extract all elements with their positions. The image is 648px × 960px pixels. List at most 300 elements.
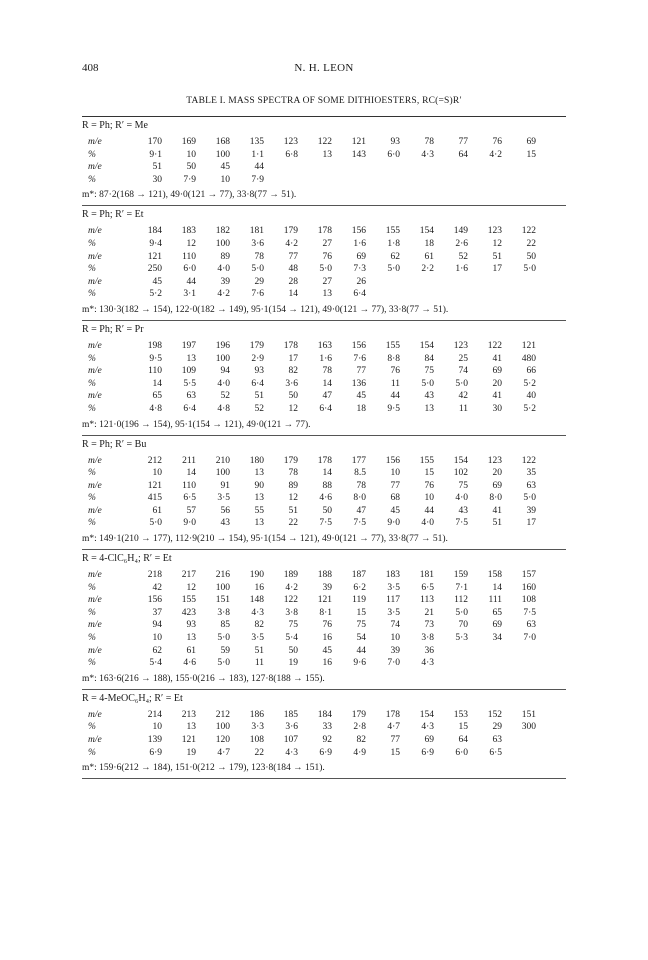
table-cell: 6·2 <box>353 582 366 593</box>
table-cell: 13 <box>186 633 196 644</box>
table-cell: 181 <box>419 570 434 581</box>
row-label: m/e <box>88 340 102 351</box>
table-cell: 50 <box>288 391 298 402</box>
table-cell: 123 <box>487 455 502 466</box>
table-cell: 47 <box>322 391 332 402</box>
table-cell: 50 <box>322 505 332 516</box>
table-cell: 39 <box>526 505 536 516</box>
table-row <box>88 225 536 238</box>
table-cell <box>400 161 434 174</box>
metastable-ions: m*: 87·2(168 → 121), 49·0(121 → 77), 33·8(77 → 51). <box>82 190 297 201</box>
table-cell: 44 <box>424 505 434 516</box>
table-cell: 19 <box>186 747 196 758</box>
table-cell: 6·8 <box>285 149 298 160</box>
row-label: m/e <box>88 137 102 147</box>
table-cell: 7·0 <box>387 658 400 669</box>
table-cell: 74 <box>458 366 468 377</box>
table-cell: 3·5 <box>217 493 230 504</box>
table-cell: 10 <box>390 633 400 644</box>
row-label: % <box>88 238 96 249</box>
table-cell: 20 <box>492 378 502 389</box>
table-cell: 198 <box>147 340 162 351</box>
table-cell: 185 <box>283 709 298 720</box>
table-cell: 154 <box>419 226 434 237</box>
row-label: m/e <box>88 480 102 491</box>
table-cell: 52 <box>254 403 264 414</box>
table-cell: 68 <box>390 493 400 504</box>
table-cell: 5·4 <box>285 633 298 644</box>
table-cell: 5·2 <box>523 378 536 389</box>
table-cell: 5·0 <box>523 264 536 275</box>
table-row <box>88 632 536 645</box>
table-cell: 90 <box>254 480 264 491</box>
row-label: m/e <box>88 455 102 466</box>
table-cell: 57 <box>186 505 196 516</box>
table-cell <box>502 174 536 187</box>
table-cell: 143 <box>351 149 366 160</box>
table-cell: 16 <box>254 582 264 593</box>
table-cell: 187 <box>351 570 366 581</box>
table-cell <box>502 734 536 747</box>
table-cell: 21 <box>424 607 434 618</box>
table-cell: 4·7 <box>387 722 400 733</box>
table-cell: 45 <box>390 505 400 516</box>
table-cell: 12 <box>288 493 298 504</box>
table-cell: 45 <box>220 162 230 173</box>
table-cell: 27 <box>322 238 332 249</box>
table-cell: 54 <box>356 633 366 644</box>
table-cell: 44 <box>254 162 264 173</box>
table-cell: 82 <box>356 735 366 745</box>
table-cell: 77 <box>356 366 366 377</box>
table-cell: 8·0 <box>489 493 502 504</box>
table-cell: 122 <box>317 137 332 147</box>
table-row <box>88 455 536 468</box>
table-cell: 110 <box>182 480 196 491</box>
table-cell: 2·9 <box>251 353 264 364</box>
table-cell: 121 <box>147 251 162 262</box>
table-cell: 13 <box>322 149 332 160</box>
table-cell: 19 <box>288 658 298 669</box>
row-label: % <box>88 722 96 733</box>
table-cell: 9·4 <box>149 238 162 249</box>
table-row <box>88 263 536 276</box>
table-cell: 210 <box>215 455 230 466</box>
table-row <box>88 492 536 505</box>
table-cell: 178 <box>317 455 332 466</box>
table-cell: 30 <box>492 403 502 414</box>
table-row <box>88 594 536 607</box>
table-section <box>82 117 566 206</box>
table-cell: 16 <box>322 658 332 669</box>
table-cell: 64 <box>458 735 468 745</box>
table-cell: 5·0 <box>149 518 162 529</box>
table-cell <box>298 174 332 187</box>
table-cell: 153 <box>453 709 468 720</box>
table-cell: 15 <box>458 722 468 733</box>
table-cell: 69 <box>424 735 434 745</box>
table-cell: 78 <box>322 366 332 377</box>
table-cell <box>468 657 502 670</box>
table-cell: 13 <box>254 518 264 529</box>
table-cell: 4·9 <box>353 747 366 758</box>
table-cell: 10 <box>424 493 434 504</box>
table-cell: 27 <box>322 276 332 287</box>
table-cell: 14 <box>322 468 332 479</box>
row-label: % <box>88 493 96 504</box>
table-cell: 6·9 <box>421 747 434 758</box>
table-row <box>88 517 536 530</box>
table-cell: 155 <box>419 455 434 466</box>
table-cell: 15 <box>526 149 536 160</box>
table-cell: 3·8 <box>285 607 298 618</box>
section-title: R = Ph; R′ = Me <box>82 120 148 131</box>
table-cell <box>400 174 434 187</box>
table-cell: 37 <box>152 607 162 618</box>
table-cell: 69 <box>356 251 366 262</box>
table-cell: 39 <box>220 276 230 287</box>
table-cell: 93 <box>254 366 264 377</box>
table-cell: 30 <box>152 174 162 185</box>
table-cell: 63 <box>186 391 196 402</box>
table-cell: 154 <box>419 340 434 351</box>
table-cell: 121 <box>351 137 366 147</box>
table-cell: 7·5 <box>455 518 468 529</box>
table-cell: 78 <box>288 468 298 479</box>
table-cell: 7·9 <box>183 174 196 185</box>
table-cell: 42 <box>152 582 162 593</box>
table-cell: 63 <box>526 620 536 631</box>
table-cell: 65 <box>492 607 502 618</box>
table-cell: 123 <box>487 226 502 237</box>
table-cell: 11 <box>390 378 400 389</box>
table-cell: 100 <box>215 149 230 160</box>
table-cell: 155 <box>181 595 196 606</box>
table-cell: 50 <box>186 162 196 173</box>
spectrum-table <box>88 455 536 531</box>
table-row <box>88 353 536 366</box>
table-cell: 77 <box>288 251 298 262</box>
table-row <box>88 378 536 391</box>
table-cell <box>434 288 468 301</box>
table-cell: 151 <box>215 595 230 606</box>
table-cell: 157 <box>521 570 536 581</box>
spectrum-table <box>88 340 536 416</box>
table-cell: 6·0 <box>455 747 468 758</box>
table-cell: 14 <box>152 378 162 389</box>
table-cell: 84 <box>424 353 434 364</box>
table-cell: 480 <box>521 353 536 364</box>
table-cell: 178 <box>283 340 298 351</box>
table-cell: 4·3 <box>421 149 434 160</box>
table-cell: 135 <box>249 137 264 147</box>
table-cell <box>366 174 400 187</box>
table-cell: 5·2 <box>523 403 536 414</box>
table-cell: 14 <box>288 289 298 300</box>
table-cell: 1·6 <box>353 238 366 249</box>
table-row <box>88 721 536 734</box>
table-cell: 48 <box>288 264 298 275</box>
table-cell: 63 <box>526 480 536 491</box>
table-cell: 92 <box>322 735 332 745</box>
table-cell: 10 <box>220 174 230 185</box>
row-label: m/e <box>88 570 102 581</box>
table-cell: 7·0 <box>523 633 536 644</box>
table-cell: 12 <box>186 582 196 593</box>
table-cell: 91 <box>220 480 230 491</box>
table-cell: 113 <box>420 595 434 606</box>
table-cell: 108 <box>521 595 536 606</box>
table-cell: 102 <box>453 468 468 479</box>
table-cell: 186 <box>249 709 264 720</box>
metastable-ions: m*: 121·0(196 → 154), 95·1(154 → 121), 49·0(121 → 77). <box>82 419 311 430</box>
row-label: % <box>88 582 96 593</box>
table-cell: 156 <box>351 340 366 351</box>
table-cell: 179 <box>283 455 298 466</box>
table-cell: 14 <box>492 582 502 593</box>
table-cell: 13 <box>254 493 264 504</box>
table-cell: 12 <box>288 403 298 414</box>
spectrum-table <box>88 136 536 186</box>
table-cell: 76 <box>322 251 332 262</box>
section-title: R = Ph; R′ = Bu <box>82 438 147 450</box>
table-cell: 45 <box>356 391 366 402</box>
table-cell: 82 <box>254 620 264 631</box>
table-cell: 3·6 <box>285 378 298 389</box>
table-cell: 39 <box>390 645 400 656</box>
table-cell: 119 <box>352 595 366 606</box>
table-cell: 5·0 <box>217 658 230 669</box>
table-cell: 64 <box>458 149 468 160</box>
table-cell: 3·5 <box>387 582 400 593</box>
table-cell: 6·0 <box>183 264 196 275</box>
table-cell: 47 <box>356 505 366 516</box>
table-cell <box>502 657 536 670</box>
table-sections <box>82 117 566 779</box>
table-cell: 7·6 <box>353 353 366 364</box>
table-cell: 120 <box>215 735 230 745</box>
table-cell: 44 <box>186 276 196 287</box>
table-cell: 76 <box>424 480 434 491</box>
table-cell: 100 <box>215 353 230 364</box>
table-row <box>88 276 536 289</box>
table-cell: 94 <box>220 366 230 377</box>
row-label: % <box>88 403 96 414</box>
table-cell: 8·0 <box>353 493 366 504</box>
table-row <box>88 403 536 416</box>
table-cell: 156 <box>147 595 162 606</box>
row-label: m/e <box>88 620 102 631</box>
table-cell: 13 <box>322 289 332 300</box>
table-cell: 62 <box>390 251 400 262</box>
table-cell: 6·4 <box>251 378 264 389</box>
table-cell: 9·0 <box>183 518 196 529</box>
table-cell: 78 <box>356 480 366 491</box>
row-label: % <box>88 174 96 185</box>
table-cell: 5·0 <box>455 607 468 618</box>
table-cell <box>502 161 536 174</box>
table-cell <box>264 161 298 174</box>
table-section <box>82 321 566 436</box>
table-cell: 156 <box>385 455 400 466</box>
table-cell: 10 <box>390 468 400 479</box>
table-cell: 35 <box>526 468 536 479</box>
table-cell: 76 <box>492 137 502 147</box>
table-cell: 51 <box>492 518 502 529</box>
table-cell: 300 <box>521 722 536 733</box>
table-cell: 121 <box>147 480 162 491</box>
table-cell: 15 <box>390 747 400 758</box>
table-cell: 9·0 <box>387 518 400 529</box>
table-cell: 160 <box>521 582 536 593</box>
table-cell <box>502 645 536 658</box>
table-cell <box>502 288 536 301</box>
table-row <box>88 365 536 378</box>
table-cell: 3·5 <box>251 633 264 644</box>
table-cell: 148 <box>249 595 264 606</box>
table-cell: 8.5 <box>354 468 366 479</box>
table-cell <box>468 161 502 174</box>
table-cell <box>366 161 400 174</box>
table-cell: 56 <box>220 505 230 516</box>
table-cell: 51 <box>492 251 502 262</box>
table-cell: 9·5 <box>149 353 162 364</box>
table-cell: 17 <box>288 353 298 364</box>
table-cell: 85 <box>220 620 230 631</box>
table-cell: 217 <box>181 570 196 581</box>
section-rule <box>82 778 566 779</box>
row-label: % <box>88 607 96 618</box>
table-cell: 88 <box>322 480 332 491</box>
table-cell: 10 <box>152 722 162 733</box>
table-cell: 108 <box>249 735 264 745</box>
table-cell: 154 <box>453 455 468 466</box>
table-cell: 4·0 <box>455 493 468 504</box>
table-cell <box>468 174 502 187</box>
table-cell: 4·7 <box>217 747 230 758</box>
row-label: m/e <box>88 505 102 516</box>
table-cell: 75 <box>356 620 366 631</box>
table-cell: 183 <box>181 226 196 237</box>
table-cell: 179 <box>249 340 264 351</box>
table-cell: 5·0 <box>217 633 230 644</box>
table-row <box>88 136 536 149</box>
metastable-ions: m*: 130·3(182 → 154), 122·0(182 → 149), 95·1(154 → 121), 49·0(121 → 77), 33·8(77 → 51). <box>82 304 449 315</box>
page-number: 408 <box>82 62 99 74</box>
table-cell: 59 <box>220 645 230 656</box>
table-cell: 39 <box>322 582 332 593</box>
table-cell: 184 <box>147 226 162 237</box>
table-cell: 136 <box>351 378 366 389</box>
row-label: % <box>88 658 96 669</box>
table-cell: 1·6 <box>319 353 332 364</box>
table-cell: 117 <box>386 595 400 606</box>
table-cell: 151 <box>521 709 536 720</box>
table-section <box>82 206 566 321</box>
table-cell: 13 <box>254 468 264 479</box>
mass-spectra-table <box>82 116 566 779</box>
table-cell: 5·4 <box>149 658 162 669</box>
table-cell <box>366 288 400 301</box>
table-cell: 7·3 <box>353 264 366 275</box>
table-cell: 112 <box>454 595 468 606</box>
table-cell: 155 <box>385 340 400 351</box>
spectrum-table <box>88 225 536 301</box>
table-section <box>82 690 566 779</box>
table-cell <box>434 657 468 670</box>
table-cell: 111 <box>488 595 502 606</box>
table-cell: 4·8 <box>149 403 162 414</box>
table-cell: 100 <box>215 722 230 733</box>
table-cell: 70 <box>458 620 468 631</box>
table-cell: 20 <box>492 468 502 479</box>
row-label: m/e <box>88 276 102 287</box>
table-cell: 212 <box>215 709 230 720</box>
table-cell: 45 <box>152 276 162 287</box>
table-cell <box>468 276 502 289</box>
table-cell: 8·8 <box>387 353 400 364</box>
table-cell: 16 <box>322 633 332 644</box>
table-cell: 178 <box>385 709 400 720</box>
table-cell: 77 <box>458 137 468 147</box>
table-cell: 179 <box>351 709 366 720</box>
table-cell: 50 <box>288 645 298 656</box>
table-cell: 109 <box>181 366 196 377</box>
table-cell: 158 <box>487 570 502 581</box>
table-cell: 7·1 <box>455 582 468 593</box>
table-cell: 52 <box>458 251 468 262</box>
table-cell: 14 <box>186 468 196 479</box>
table-cell: 4·2 <box>285 238 298 249</box>
table-cell: 5·0 <box>251 264 264 275</box>
table-cell: 51 <box>254 391 264 402</box>
table-cell: 110 <box>182 251 196 262</box>
table-cell: 178 <box>317 226 332 237</box>
table-cell: 154 <box>419 709 434 720</box>
table-cell: 123 <box>453 340 468 351</box>
table-cell: 52 <box>220 391 230 402</box>
table-cell: 216 <box>215 570 230 581</box>
table-cell: 163 <box>317 340 332 351</box>
table-cell: 41 <box>492 391 502 402</box>
table-cell: 61 <box>424 251 434 262</box>
table-cell: 61 <box>186 645 196 656</box>
table-cell: 4·6 <box>183 658 196 669</box>
table-cell: 11 <box>254 658 264 669</box>
table-cell: 4·0 <box>421 518 434 529</box>
table-cell: 182 <box>215 226 230 237</box>
table-cell: 3·8 <box>217 607 230 618</box>
table-row <box>88 709 536 722</box>
table-cell: 183 <box>385 570 400 581</box>
table-cell <box>468 288 502 301</box>
table-cell: 15 <box>356 607 366 618</box>
table-cell: 211 <box>182 455 196 466</box>
table-cell <box>434 645 468 658</box>
table-cell: 78 <box>424 137 434 147</box>
table-row <box>88 657 536 670</box>
table-cell: 122 <box>283 595 298 606</box>
table-row <box>88 161 536 174</box>
table-cell: 7·5 <box>523 607 536 618</box>
table-cell: 34 <box>492 633 502 644</box>
table-cell: 6·5 <box>183 493 196 504</box>
table-cell: 51 <box>288 505 298 516</box>
table-cell: 43 <box>220 518 230 529</box>
table-cell: 1·8 <box>387 238 400 249</box>
table-cell: 75 <box>424 366 434 377</box>
table-cell: 40 <box>526 391 536 402</box>
